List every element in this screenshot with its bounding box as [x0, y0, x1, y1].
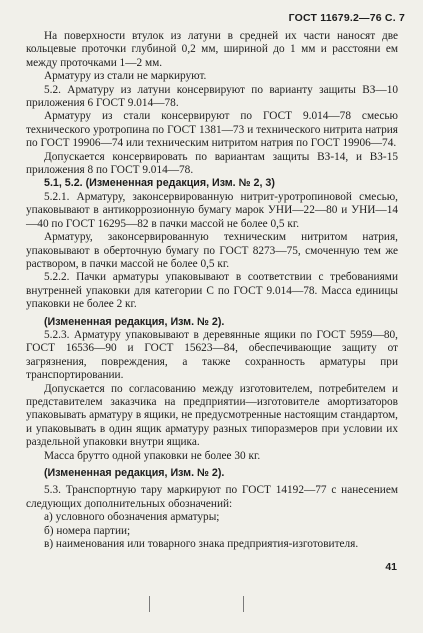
paragraph: 5.2. Арматуру из латуни консервируют по варианту защиты ВЗ—10 приложения 6 ГОСТ 9.014—78.	[26, 83, 398, 110]
edition-note: (Измененная редакция, Изм. № 2).	[44, 315, 225, 328]
page-header: ГОСТ 11679.2—76 С. 7	[288, 12, 405, 24]
page-body	[26, 30, 398, 551]
edition-note: (Измененная редакция, Изм. № 2).	[44, 467, 225, 479]
paragraph: Допускается по согласованию между изготовителем, потребителем и представителем заказчика на предприятии—изготовителе амортизаторов упаковывать арматуру в ящики, не предусмотренные настоящим стандартом, и упаковывать в один ящик арматуру разных типоразмеров при условии их раздельной упаковки внутри ящика.	[26, 382, 398, 449]
paragraph: Масса брутто одной упаковки не более 30 кг.	[44, 449, 261, 462]
paragraph: Арматуру из стали консервируют по ГОСТ 9.014—78 смесью технического уротропина по ГОСТ 1381—73 и технического нитрита натрия по ГОСТ 19906—74 или техническим нитритом натрия по ГОСТ 19906—74.	[26, 110, 398, 150]
paragraph: Допускается консервировать по вариантам защиты ВЗ-14, и ВЗ-15 приложения 8 по ГОСТ 9.014—78.	[26, 150, 398, 177]
paragraph: 5.3. Транспортную тару маркируют по ГОСТ 14192—77 с нанесением следующих дополнительных обозначений:	[26, 484, 398, 510]
paragraph: Арматуру, законсервированную техническим нитритом натрия, упаковывают в оберточную бумагу по ГОСТ 8273—75, смоченную тем же раствором, в пачки массой не более 0,5 кг.	[26, 231, 398, 270]
paragraph: 5.2.3. Арматуру упаковывают в деревянные ящики по ГОСТ 5959—80, ГОСТ 16536—90 и ГОСТ 15623—84, обеспечивающие защиту от загрязнения, повреждения, а также сохранность арматуры при транспортировании.	[26, 328, 398, 382]
list-item: в) наименования или товарного знака предприятия-изготовителя.	[44, 538, 359, 551]
paragraph: 5.2.2. Пачки арматуры упаковывают в соответствии с требованиями внутренней упаковки для категории С по ГОСТ 9.014—78. Масса единицы упаковки не более 2 кг.	[26, 271, 398, 311]
list-item: б) номера партии;	[44, 524, 131, 537]
scan-mark	[243, 596, 244, 612]
edition-note: 5.1, 5.2. (Измененная редакция, Изм. № 2, 3)	[44, 177, 275, 190]
page-number: 41	[385, 561, 397, 573]
paragraph: Арматуру из стали не маркируют.	[44, 70, 207, 83]
list-item: а) условного обозначения арматуры;	[44, 511, 220, 524]
paragraph: 5.2.1. Арматуру, законсервированную нитрит-уротропиновой смесью, упаковывают в антикоррозионную бумагу марок УНИ—22—80 и УНИ—14—40 по ГОСТ 16295—82 в пачки массой не более 0,5 кг.	[26, 190, 398, 230]
scan-mark	[149, 596, 150, 612]
paragraph: На поверхности втулок из латуни в средней их части наносят две кольцевые проточки глубиной 0,2 мм, шириной до 1 мм и расстояни ем между проточками 1—2 мм.	[26, 30, 398, 69]
